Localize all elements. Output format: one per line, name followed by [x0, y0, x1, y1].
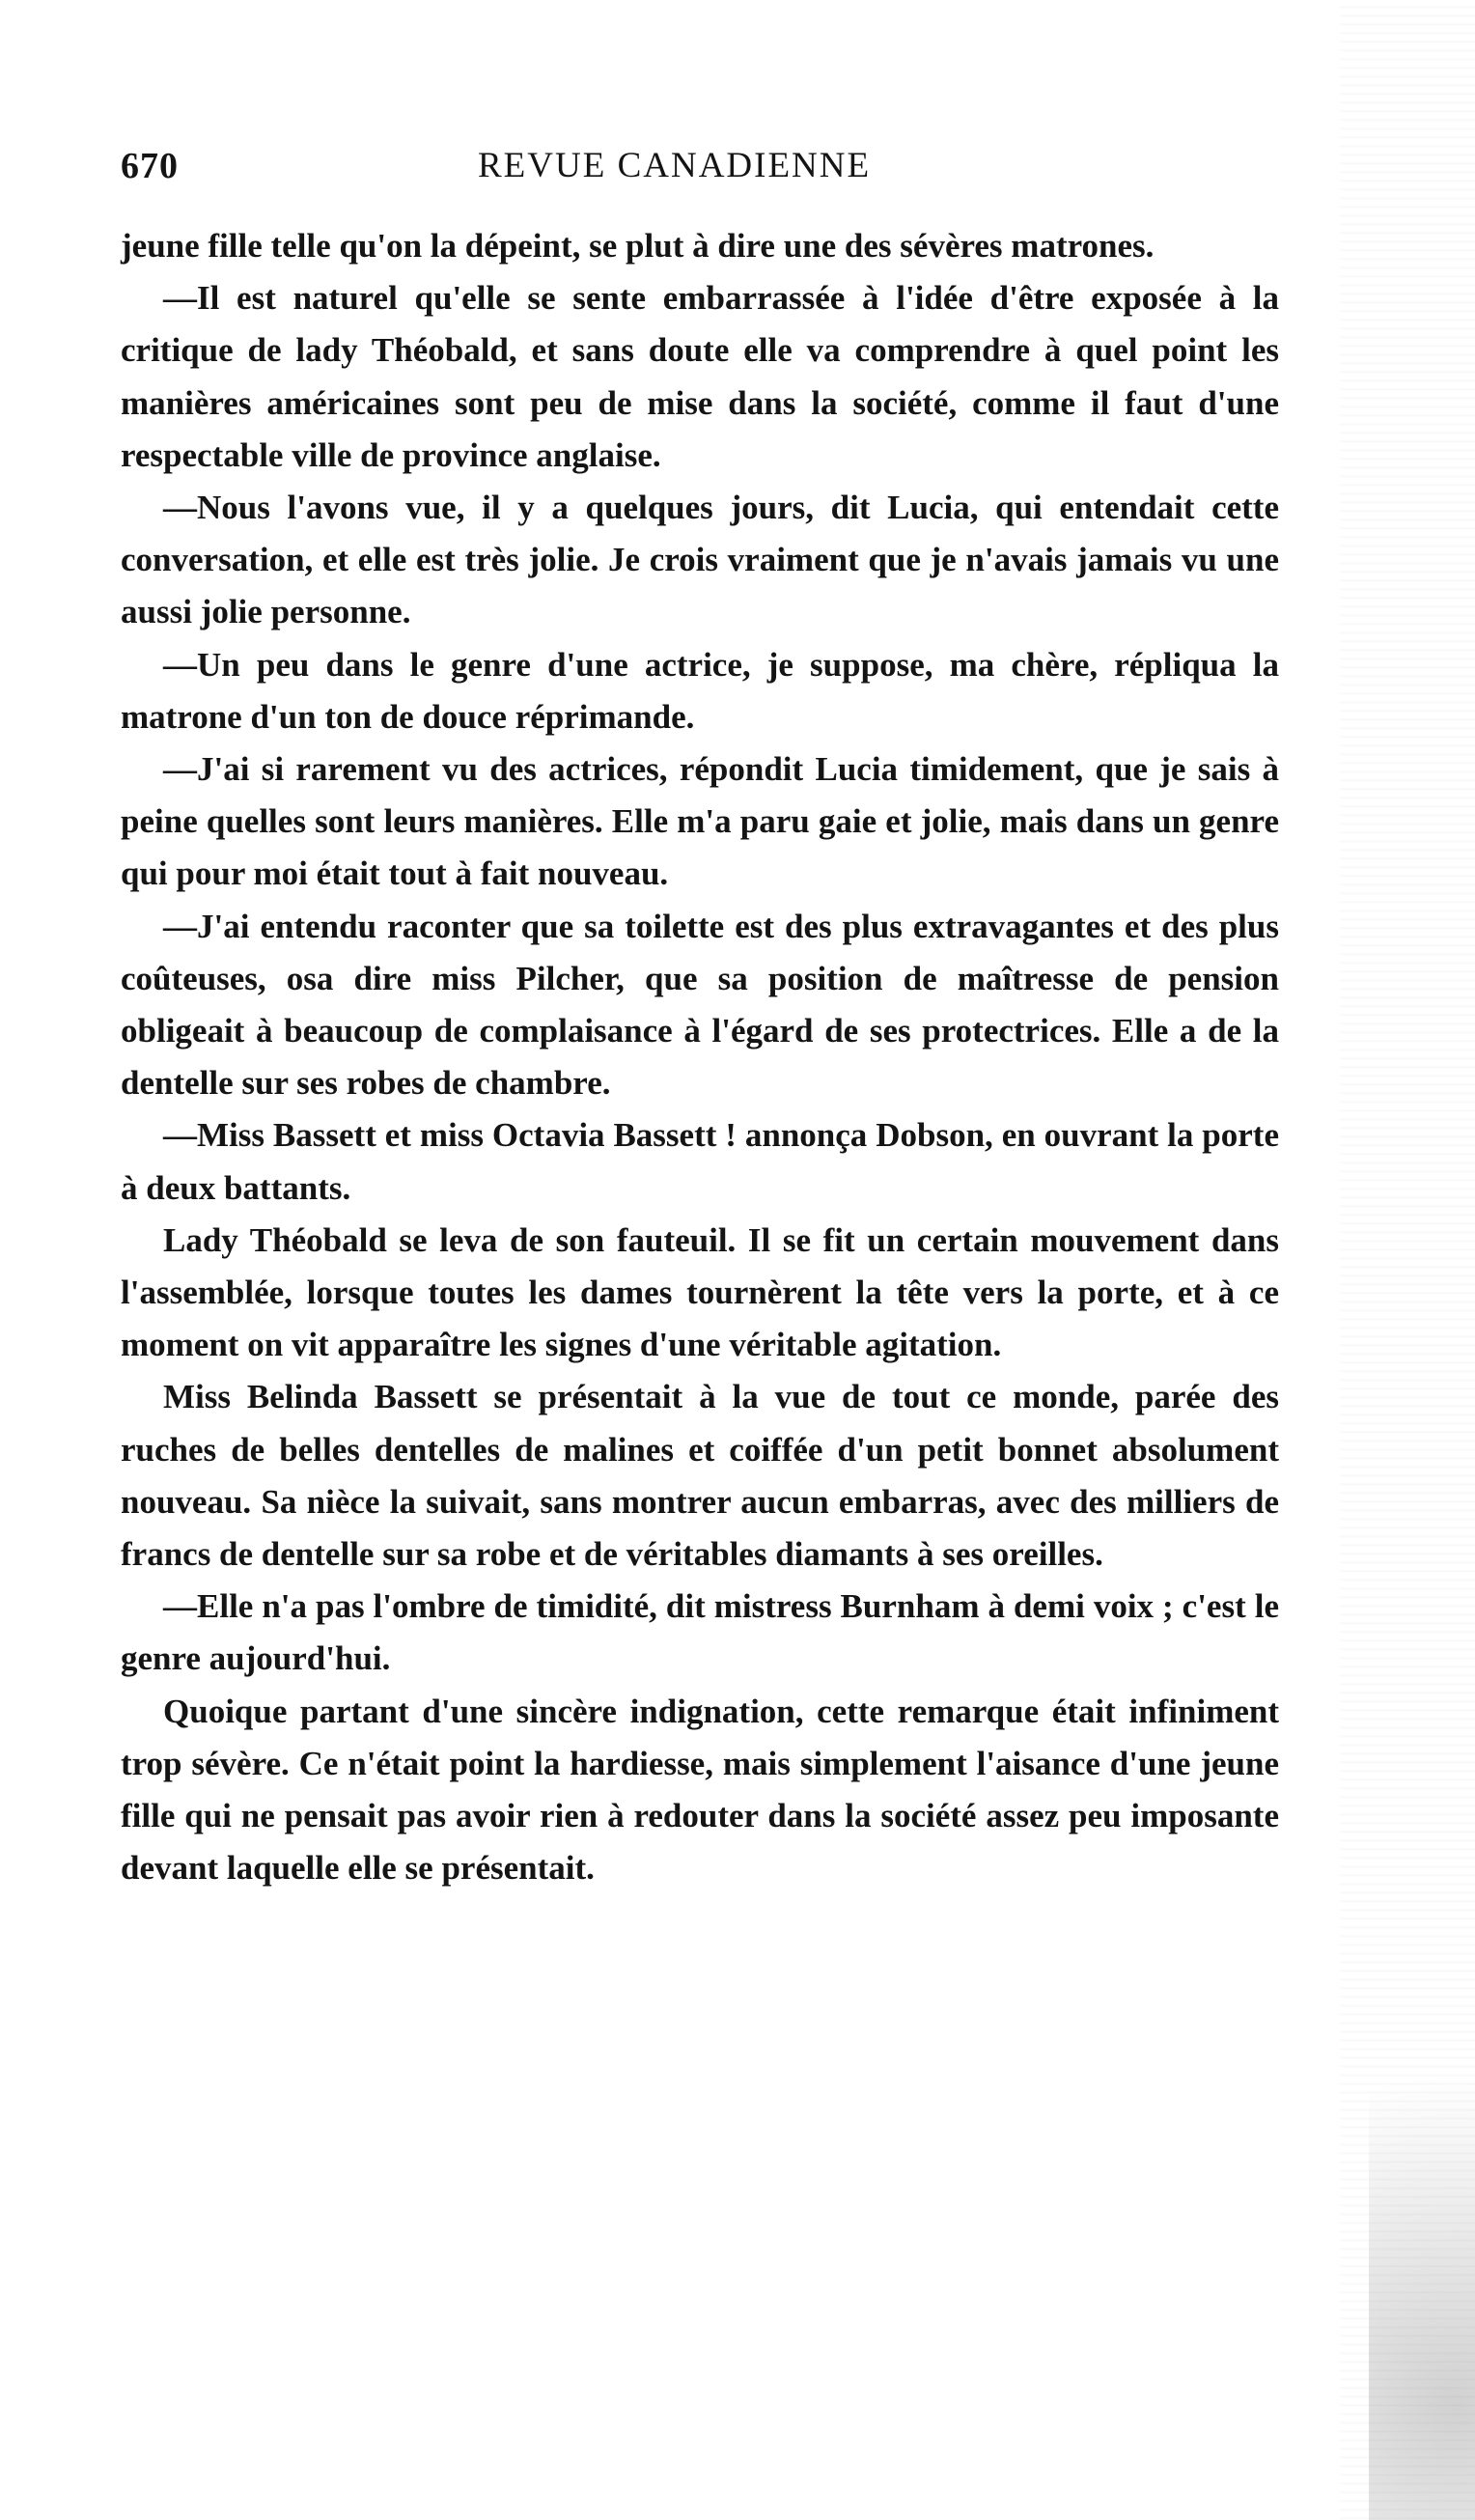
- paragraph-6: —J'ai entendu raconter que sa toilette est des plus extravagantes et des plus coûteuses, osa dire miss Pilcher, que sa position de maîtresse de pension obligeait à beaucoup de complaisance à l'égard de ses protectrices. Elle a de la dentelle sur ses robes de chambre.: [121, 907, 1279, 1103]
- page-edge-stain: [1369, 1941, 1475, 2520]
- paragraph-4: —Un peu dans le genre d'une actrice, je suppose, ma chère, répliqua la matrone d'un ton de douce réprimande.: [121, 645, 1279, 736]
- paragraph-8: Lady Théobald se leva de son fauteuil. Il se fit un certain mouvement dans l'assemblée, lorsque toutes les dames tournèrent la tête vers la porte, et à ce moment on vit apparaître les signes d'une véritable agitation.: [121, 1220, 1279, 1364]
- running-title: REVUE CANADIENNE: [478, 146, 872, 185]
- paragraph-7: —Miss Bassett et miss Octavia Bassett ! annonça Dobson, en ouvrant la porte à deux battants.: [121, 1116, 1279, 1207]
- paragraph-1: jeune fille telle qu'on la dépeint, se plut à dire une des sévères matrones.: [121, 227, 1155, 265]
- page-number: 670: [121, 146, 179, 186]
- paragraph-2: —Il est naturel qu'elle se sente embarrassée à l'idée d'être exposée à la critique de lady Théobald, et sans doute elle va comprendre à quel point les manières américaines sont peu de mise dans la société, comme il faut d'une respectable ville de province anglaise.: [121, 279, 1279, 474]
- page-header: [121, 145, 1279, 203]
- paragraph-5: —J'ai si rarement vu des actrices, répondit Lucia timidement, que je sais à peine quelles sont leurs manières. Elle m'a paru gaie et jolie, mais dans un genre qui pour moi était tout à fait nouveau.: [121, 750, 1279, 893]
- paragraph-9: Miss Belinda Bassett se présentait à la vue de tout ce monde, parée des ruches de belles dentelles de malines et coiffée d'un petit bonnet absolument nouveau. Sa nièce la suivait, sans montrer aucun embarras, avec des milliers de francs de dentelle sur sa robe et de véritables diamants à ses oreilles.: [121, 1378, 1279, 1574]
- body-text: [121, 220, 1279, 1895]
- paragraph-11: Quoique partant d'une sincère indignation, cette remarque était infiniment trop sévère. Ce n'était point la hardiesse, mais simplement l'aisance d'une jeune fille qui ne pensait pas avoir rien à redouter dans la société assez peu imposante devant laquelle elle se présentait.: [121, 1692, 1279, 1888]
- paragraph-10: —Elle n'a pas l'ombre de timidité, dit mistress Burnham à demi voix ; c'est le genre aujourd'hui.: [121, 1587, 1279, 1678]
- paragraph-3: —Nous l'avons vue, il y a quelques jours, dit Lucia, qui entendait cette conversation, et elle est très jolie. Je crois vraiment que je n'avais jamais vu une aussi jolie personne.: [121, 489, 1279, 631]
